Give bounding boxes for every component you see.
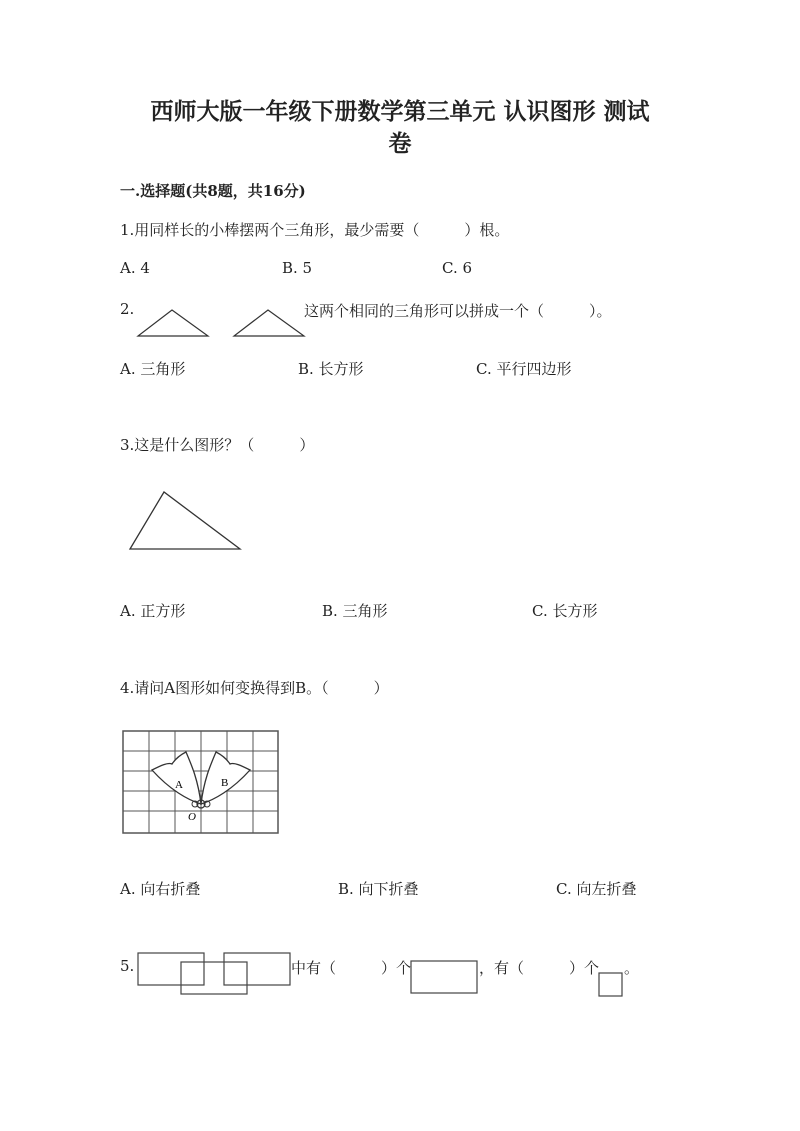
question-4-option-a[interactable]: A. 向右折叠	[120, 880, 201, 898]
question-5-text-1: 中有（ ）个	[291, 959, 412, 977]
label-b: B	[221, 777, 229, 789]
grid-lines	[123, 731, 278, 833]
square-icon	[598, 972, 626, 998]
question-4-stem: 4.请问A图形如何变换得到B。（ ）	[120, 679, 389, 697]
question-1-option-c[interactable]: C. 6	[442, 259, 473, 277]
question-2-stem: 这两个相同的三角形可以拼成一个（ ）。	[304, 302, 612, 320]
question-2-option-a[interactable]: A. 三角形	[120, 360, 186, 378]
question-3-stem: 3.这是什么图形？（ ）	[120, 436, 315, 454]
question-3-option-b[interactable]: B. 三角形	[322, 602, 388, 620]
title-line-2: 卷	[388, 130, 412, 157]
rectangle-icon	[410, 960, 480, 996]
question-4-option-b[interactable]: B. 向下折叠	[338, 880, 419, 898]
petal-a	[152, 752, 201, 804]
triangle-right	[234, 310, 304, 336]
section-heading: 一.选择题(共8题，共16分)	[120, 182, 306, 200]
question-3-option-a[interactable]: A. 正方形	[120, 602, 186, 620]
question-5-text-2: ，有（ ）个	[479, 959, 600, 977]
question-4-option-c[interactable]: C. 向左折叠	[556, 880, 637, 898]
page-title	[60, 96, 740, 160]
question-1-option-a[interactable]: A. 4	[120, 259, 150, 277]
question-2-option-b[interactable]: B. 长方形	[298, 360, 364, 378]
question-1-stem: 1.用同样长的小棒摆两个三角形，最少需要（ ）根。	[120, 221, 510, 239]
question-3-triangle	[120, 485, 250, 555]
triangle-left	[138, 310, 208, 336]
label-a: A	[175, 779, 183, 791]
question-1-option-b[interactable]: B. 5	[282, 259, 313, 277]
question-3-option-c[interactable]: C. 长方形	[532, 602, 598, 620]
question-2-number: 2.	[120, 300, 135, 318]
question-4-grid-figure	[122, 730, 280, 834]
question-5-overlapping-rectangles	[136, 950, 296, 998]
title-line-1: 西师大版一年级下册数学第三单元 认识图形 测试	[150, 98, 650, 125]
question-2-triangles	[130, 304, 320, 340]
question-2-option-c[interactable]: C. 平行四边形	[476, 360, 572, 378]
question-5-text-3: 。	[624, 959, 640, 977]
label-o: O	[188, 811, 196, 823]
question-5-number: 5.	[120, 957, 135, 975]
